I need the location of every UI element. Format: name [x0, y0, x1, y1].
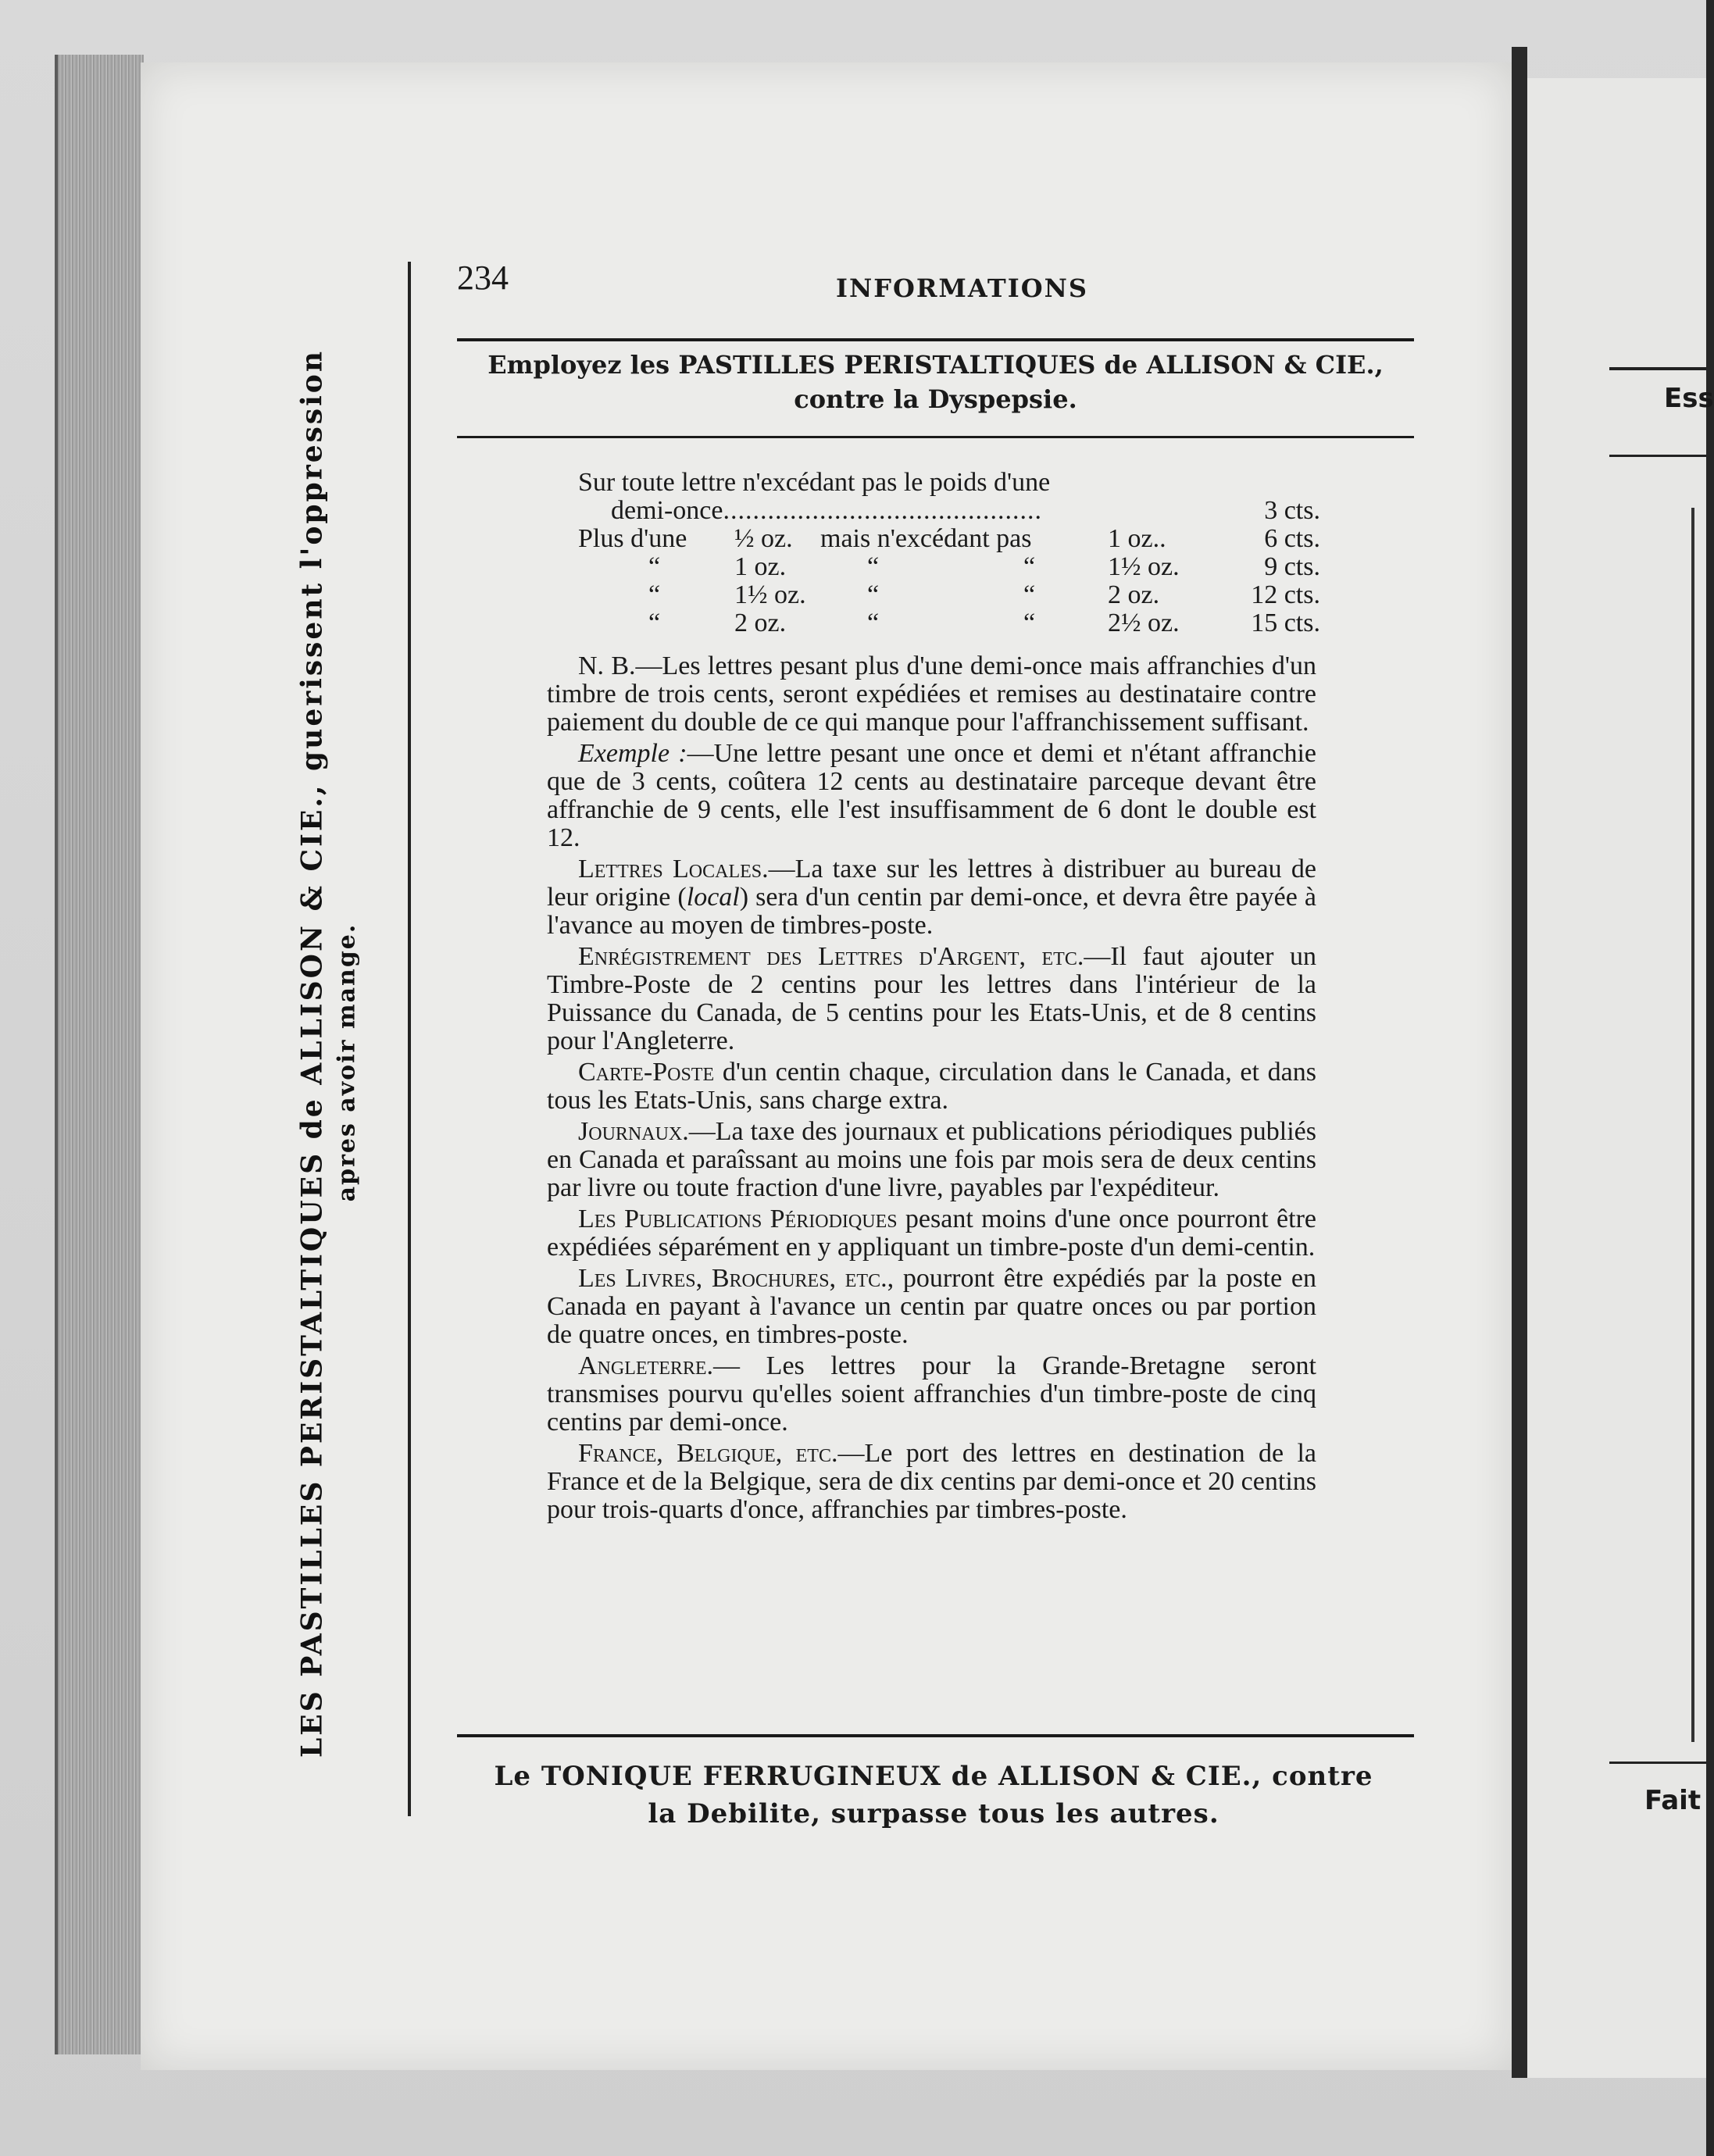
exemple-text: —Une lettre pesant une once et demi et n'étant affranchie que de 3 cents, coûtera 12 cents au destinataire parceque devant être affranchie de 9 cents, elle l'est insuffisamment de 6 dont le double est 12.	[547, 739, 1316, 852]
paragraph-angleterre	[547, 1352, 1316, 1437]
rate-label: “	[648, 609, 661, 637]
locales-lead: Lettres Locales.	[578, 855, 769, 883]
carte-text: d'un centin chaque, circulation dans le Canada, et dans tous les Etats-Unis, sans charge extra.	[547, 1058, 1316, 1115]
angleterre-text: — Les lettres pour la Grande-Bretagne seront transmises pourvu qu'elles soient affranchies d'un timbre-poste de cinq centins par demi-once.	[547, 1351, 1316, 1437]
top-ad-line-2: contre la Dyspepsie.	[794, 384, 1077, 414]
france-lead: France, Belgique, etc.	[578, 1439, 838, 1468]
rate-max-weight: 2 oz.	[1108, 580, 1160, 609]
rate-price: 9 cts.	[1264, 552, 1320, 581]
page-number: 234	[457, 259, 509, 297]
angleterre-lead: Angleterre.	[578, 1351, 714, 1380]
paragraph-enregistrement	[547, 943, 1316, 1055]
publications-lead: Les Publications Périodiques	[578, 1205, 898, 1233]
next-page-rule	[1609, 367, 1706, 370]
rate-condition: mais n'excédant pas	[820, 524, 1032, 553]
rate-max-weight: 1½ oz.	[1108, 552, 1180, 581]
next-page-rule	[1609, 455, 1706, 457]
rate-ditto: “	[1023, 609, 1036, 637]
rates-intro-price: 3 cts.	[1264, 496, 1320, 525]
next-page-vertical-rule	[1691, 508, 1694, 1742]
locales-text-a: —La taxe sur les lettres à distribuer au bureau de leur origine (	[547, 855, 1316, 912]
side-ad-divider	[408, 262, 411, 1816]
paragraph-carte-poste	[547, 1058, 1316, 1115]
rates-row	[578, 581, 1320, 609]
rate-condition: “	[867, 609, 880, 637]
bottom-ad-line-1: Le TONIQUE FERRUGINEUX de ALLISON & CIE., contre	[494, 1761, 1373, 1792]
rates-intro-text-2: demi-once	[611, 496, 723, 525]
livres-lead: Les Livres, Brochures, etc.	[578, 1264, 887, 1293]
side-advertisement	[295, 349, 361, 1758]
rate-price: 6 cts.	[1264, 524, 1320, 553]
rate-label: “	[648, 552, 661, 581]
book-page-edges	[55, 55, 144, 2054]
enreg-lead: Enrégistrement des Lettres d'Argent, etc.	[578, 942, 1084, 971]
rate-condition: “	[867, 552, 880, 581]
next-page-rule	[1609, 1762, 1706, 1764]
paragraph-journaux	[547, 1118, 1316, 1202]
book-gutter	[1512, 47, 1527, 2078]
rate-max-weight: 2½ oz.	[1108, 609, 1180, 637]
locales-local: local	[686, 883, 740, 912]
rate-price: 15 cts.	[1251, 609, 1320, 637]
bottom-rule	[457, 1734, 1414, 1737]
rate-min-weight: 1 oz.	[734, 552, 787, 581]
paragraph-exemple	[547, 740, 1316, 852]
paragraph-publications	[547, 1205, 1316, 1262]
exemple-lead: Exemple :	[578, 739, 687, 768]
rate-min-weight: 1½ oz.	[734, 580, 806, 609]
rates-intro-line	[578, 497, 1320, 525]
next-page-fragment	[1527, 78, 1714, 2078]
rate-condition: “	[867, 580, 880, 609]
france-text: —Le port des lettres en destination de la France et de la Belgique, sera de dix centins par demi-once et 20 centins pour trois-quarts d'once, affranchies par timbres-poste.	[547, 1439, 1316, 1524]
journaux-lead: Journaux.	[578, 1117, 689, 1146]
bottom-advertisement	[437, 1758, 1430, 1833]
carte-lead: Carte-Poste	[578, 1058, 715, 1087]
rate-max-weight: 1 oz..	[1108, 524, 1166, 553]
rates-row	[578, 609, 1320, 637]
paragraph-france-belgique	[547, 1440, 1316, 1524]
livres-text: , pourront être expédiés par la poste en Canada en payant à l'avance un centin par quatre onces ou par portion de quatre onces, en timbres-poste.	[547, 1264, 1316, 1349]
running-head: INFORMATIONS	[836, 273, 1088, 303]
top-ad-line-1: Employez les PASTILLES PERISTALTIQUES de ALLISON & CIE.,	[487, 350, 1384, 380]
rate-ditto: “	[1023, 552, 1036, 581]
locales-text-b: ) sera d'un centin par demi-once, et devra être payée à l'avance au moyen de timbres-poste.	[547, 883, 1316, 940]
rate-label: “	[648, 580, 661, 609]
postage-rates-table	[578, 469, 1320, 637]
next-page-top-fragment: Ess	[1664, 383, 1714, 414]
paragraph-livres	[547, 1265, 1316, 1349]
rates-row	[578, 553, 1320, 581]
publications-text: pesant moins d'une once pourront être expédiées séparément en y appliquant un timbre-poste d'un demi-centin.	[547, 1205, 1316, 1262]
rates-leader-dots: ...........................................	[723, 496, 1042, 525]
rates-row	[578, 525, 1320, 553]
postal-information-body	[547, 652, 1316, 1527]
rates-intro-text-1: Sur toute lettre n'excédant pas le poids d'une	[578, 468, 1051, 497]
rates-intro-line	[578, 469, 1320, 497]
paragraph-lettres-locales	[547, 855, 1316, 940]
side-ad-line-1: LES PASTILLES PERISTALTIQUES de ALLISON & CIE., guerissent l'oppression	[295, 349, 329, 1758]
top-ad-bottom-rule	[457, 436, 1414, 438]
top-advertisement	[457, 348, 1414, 416]
side-ad-line-2: apres avoir mange.	[333, 923, 361, 1202]
top-rule	[457, 338, 1414, 341]
bottom-ad-line-2: la Debilite, surpasse tous les autres.	[648, 1798, 1219, 1829]
rate-label: Plus d'une	[578, 524, 687, 553]
next-page-bottom-fragment: Fait	[1644, 1785, 1702, 1816]
rate-price: 12 cts.	[1251, 580, 1320, 609]
paragraph-nb: N. B.—Les lettres pesant plus d'une demi-once mais affranchies d'un timbre de trois cents, seront expédiées et remises au destinataire contre paiement du double de ce qui manque pour l'affranchissement suffisant.	[547, 651, 1316, 737]
rate-ditto: “	[1023, 580, 1036, 609]
journaux-text: —La taxe des journaux et publications périodiques publiés en Canada et paraîssant au moins une fois par mois sera de deux centins par livre ou toute fraction d'une livre, payables par l'expéditeur.	[547, 1117, 1316, 1202]
rate-min-weight: ½ oz.	[734, 524, 793, 553]
rate-min-weight: 2 oz.	[734, 609, 787, 637]
enreg-text: —Il faut ajouter un Timbre-Poste de 2 centins pour les lettres dans l'intérieur de la Puissance du Canada, de 5 centins pour les Etats-Unis, et de 8 centins pour l'Angleterre.	[547, 942, 1316, 1055]
